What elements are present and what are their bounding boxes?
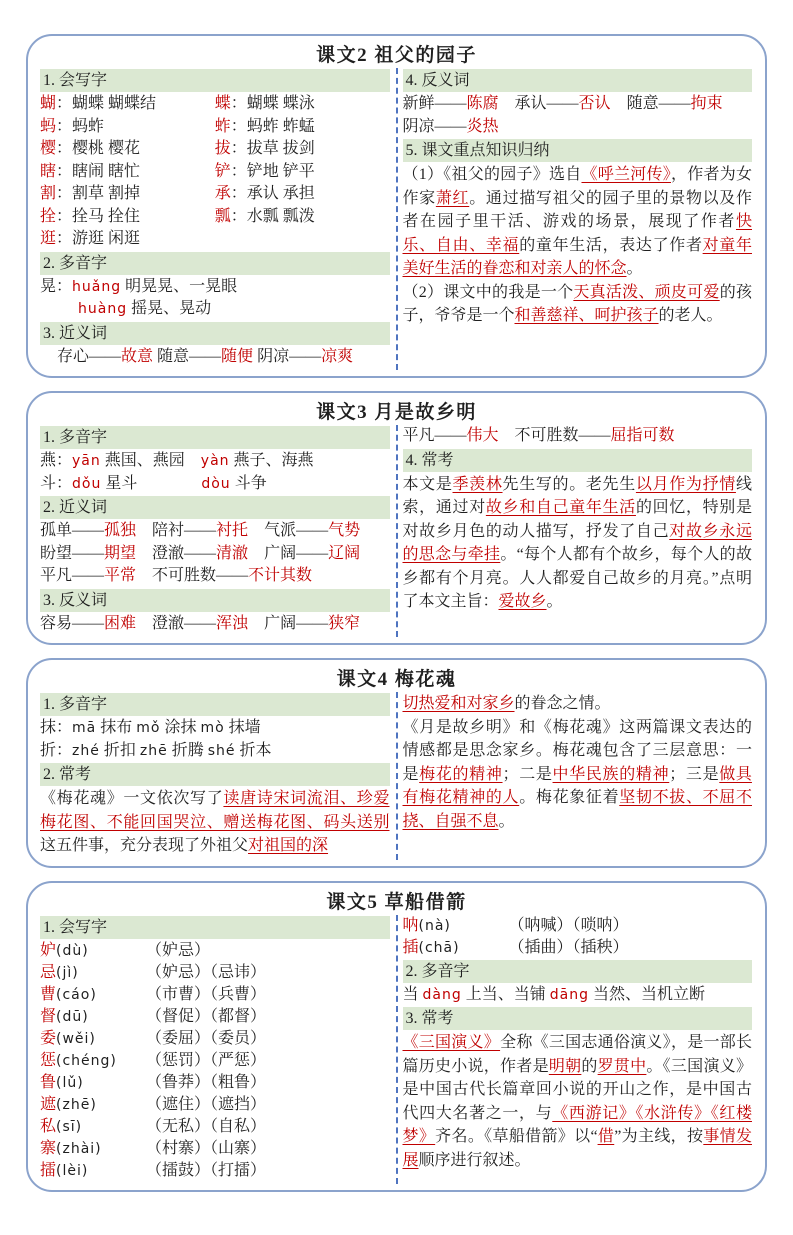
lesson-title: 课文4 梅花魂 xyxy=(336,669,457,690)
text-segment: 清澈 xyxy=(216,544,249,562)
column-divider xyxy=(396,915,398,1184)
text-segment: 燕国、燕园 xyxy=(100,452,201,469)
text-segment: (chā) xyxy=(418,939,460,956)
text-segment: 折本 xyxy=(235,741,272,759)
text-segment: 容易—— xyxy=(40,614,105,632)
subsection-header: 1. 会写字 xyxy=(40,916,390,939)
text-segment: 这五件事，充分表现了外祖父 xyxy=(40,837,249,854)
text-segment: 割 xyxy=(40,185,57,202)
text-segment: ：蝴蝶 蝴蝶结 xyxy=(56,95,157,112)
text-segment: 铲 xyxy=(214,162,231,180)
text-segment: 做具有梅花精神的人 xyxy=(402,765,752,806)
text-segment: 困难 xyxy=(104,614,137,632)
word-pair xyxy=(215,161,390,184)
text-segment: 蚱 xyxy=(214,117,231,135)
text-segment: ：游逛 闲逛 xyxy=(56,230,141,247)
text-segment: 澄澈—— xyxy=(136,614,217,632)
text-segment: 瞎 xyxy=(40,162,57,180)
word-pair xyxy=(215,206,390,229)
left-column xyxy=(36,915,395,1184)
word-row xyxy=(40,1028,390,1050)
word-pair xyxy=(40,116,215,139)
subsection-header: 3. 反义词 xyxy=(40,589,390,612)
text-segment: 瓢 xyxy=(214,207,231,225)
text-segment: 抹： xyxy=(40,719,73,736)
lesson-body xyxy=(36,425,757,637)
text-segment: 忌 xyxy=(40,963,57,981)
text-segment: 季羡林 xyxy=(452,475,503,493)
text-segment: 孤独 xyxy=(104,522,137,539)
text-segment: 的孩子，爷爷是一个 xyxy=(402,283,752,324)
column-divider xyxy=(396,68,398,370)
text-line xyxy=(40,298,390,321)
text-segment: 承 xyxy=(214,185,231,202)
text-segment: 。 xyxy=(626,260,643,277)
text-segment: (chéng) xyxy=(56,1052,117,1069)
word-head xyxy=(40,1050,146,1072)
word-examples: （插曲）（插秧） xyxy=(508,938,629,956)
text-segment: 浑浊 xyxy=(216,614,249,632)
subsection-header: 3. 常考 xyxy=(403,1007,753,1030)
right-column xyxy=(399,68,758,370)
subsection-header: 2. 常考 xyxy=(40,763,390,786)
text-segment: 当然、当机立断 xyxy=(589,985,706,1003)
word-row xyxy=(40,984,390,1006)
text-segment: 坚韧不拔、不屈不挠、自强不息 xyxy=(402,789,752,830)
subsection-header: 5. 课文重点知识归纳 xyxy=(403,139,753,162)
text-segment: 折腾 xyxy=(167,741,208,759)
text-segment: 不计其数 xyxy=(248,567,313,584)
word-examples: （鲁莽）（粗鲁） xyxy=(146,1073,267,1091)
text-segment: 凉爽 xyxy=(321,347,354,365)
text-segment: ：蚂蚱 蚱蜢 xyxy=(230,117,315,135)
paragraph xyxy=(403,1031,753,1172)
text-segment: (lǔ) xyxy=(56,1074,84,1091)
text-segment: 平凡—— xyxy=(402,427,467,444)
text-segment: yān xyxy=(72,453,101,469)
text-segment: 本文是 xyxy=(402,475,453,493)
word-pair-row xyxy=(40,183,390,206)
text-segment: ：拔草 拔剑 xyxy=(230,140,315,157)
word-row xyxy=(40,1072,390,1094)
text-segment: 存心—— xyxy=(57,347,122,365)
text-segment: ：铲地 铲平 xyxy=(230,162,315,180)
text-segment: zhē xyxy=(139,742,168,759)
text-segment: 蝴 xyxy=(40,95,57,112)
text-segment: 呐 xyxy=(402,916,419,934)
text-segment: (cáo) xyxy=(56,986,97,1003)
subsection-header: 4. 反义词 xyxy=(403,69,753,92)
word-head xyxy=(40,1072,146,1094)
word-head xyxy=(40,1094,146,1116)
text-segment: 罗贯中 xyxy=(597,1057,647,1075)
text-segment: 《西游记》《水浒传》《红楼梦》 xyxy=(402,1104,752,1145)
text-segment: mǒ xyxy=(136,720,161,736)
text-segment: 借 xyxy=(597,1128,615,1145)
text-line xyxy=(403,425,753,448)
subsection-header: 4. 常考 xyxy=(403,449,753,472)
word-pair xyxy=(215,93,390,116)
text-segment: 澄澈—— xyxy=(136,544,217,562)
word-pair xyxy=(40,161,215,184)
text-segment: 以月作为抒情 xyxy=(635,475,736,493)
text-segment: 先生写的。老先生 xyxy=(502,475,636,493)
text-segment: ：水瓢 瓢泼 xyxy=(230,207,315,225)
text-segment: 陪衬—— xyxy=(136,522,217,539)
text-segment: ：割草 割掉 xyxy=(56,185,141,202)
text-segment: dàng xyxy=(422,986,462,1003)
text-segment: ：承认 承担 xyxy=(230,185,315,202)
text-segment: 阴凉—— xyxy=(402,117,467,135)
text-segment: ：蝴蝶 蝶泳 xyxy=(230,95,315,112)
subsection-header: 3. 近义词 xyxy=(40,322,390,345)
word-head xyxy=(40,962,146,984)
text-segment: 全称《三国志通俗演义》，是一部长篇历史小说，作者是 xyxy=(402,1034,752,1075)
text-line xyxy=(40,520,390,543)
text-segment: (lèi) xyxy=(56,1162,89,1179)
text-segment: 陈腐 xyxy=(466,95,499,112)
text-segment: 随便 xyxy=(221,347,254,365)
left-column xyxy=(36,425,395,637)
text-segment: 燕子、海燕 xyxy=(229,452,314,469)
subsection-header: 2. 多音字 xyxy=(403,960,753,983)
paragraph xyxy=(403,692,753,716)
text-segment: 天真活泼、顽皮可爱 xyxy=(573,283,720,301)
paragraph xyxy=(403,163,753,281)
text-segment: 孤单—— xyxy=(40,522,105,539)
subsection-header: 1. 会写字 xyxy=(40,69,390,92)
word-row xyxy=(40,962,390,984)
text-line xyxy=(40,473,390,496)
text-segment: 樱 xyxy=(40,140,57,157)
text-segment: 阴凉—— xyxy=(253,347,322,365)
lesson-card-4 xyxy=(26,658,767,868)
word-head xyxy=(403,915,509,937)
word-examples: （妒忌）（忌讳） xyxy=(146,963,267,981)
text-segment: ；三是 xyxy=(669,765,720,783)
word-pair xyxy=(40,138,215,161)
text-segment: 蚂 xyxy=(40,117,57,135)
text-segment: 随意—— xyxy=(610,95,691,112)
text-segment: 蝶 xyxy=(214,95,231,112)
word-row xyxy=(40,1094,390,1116)
text-segment: dāng xyxy=(549,986,589,1003)
word-examples: （惩罚）（严惩） xyxy=(146,1051,267,1069)
right-column xyxy=(399,425,758,637)
text-segment: mò xyxy=(200,720,225,736)
text-line xyxy=(40,346,390,369)
text-segment: （1）《祖父的园子》选自 xyxy=(402,166,582,183)
text-segment: 督 xyxy=(40,1007,57,1025)
lesson-title: 课文5 草船借箭 xyxy=(326,891,467,913)
text-segment: shé xyxy=(207,742,236,759)
text-line xyxy=(403,93,753,116)
text-segment: ：蚂蚱 xyxy=(56,117,105,135)
word-pair-row xyxy=(40,206,390,229)
word-head xyxy=(40,1138,146,1160)
word-examples: （村寨）（山寨） xyxy=(146,1139,267,1157)
text-line xyxy=(40,740,390,763)
text-segment: 切热爱和对家乡 xyxy=(402,695,515,712)
text-segment: dòu xyxy=(201,475,231,492)
text-segment: 和善慈祥、呵护孩子 xyxy=(514,307,659,324)
text-segment: 的 xyxy=(581,1057,598,1075)
lesson-card-2 xyxy=(26,34,767,378)
text-line xyxy=(40,613,390,636)
word-pair xyxy=(215,138,390,161)
word-head xyxy=(40,1028,146,1050)
text-segment: 期望 xyxy=(104,544,137,562)
text-segment: 。“每个人都有个故乡，每个人的故乡都有个月亮。人人都爱自己故乡的月亮。”点明了本文主旨： xyxy=(402,546,752,610)
lesson-title: 课文3 月是故乡明 xyxy=(316,402,477,423)
text-segment: 私 xyxy=(40,1117,57,1135)
subsection-header: 1. 多音字 xyxy=(40,426,390,449)
word-row xyxy=(40,1160,390,1182)
text-segment: 擂 xyxy=(40,1161,57,1179)
text-segment: ：樱桃 樱花 xyxy=(56,140,141,157)
text-segment: 。梅花象征着 xyxy=(519,789,620,806)
text-segment: ：瞎闹 瞎忙 xyxy=(56,162,141,180)
text-segment: 折扣 xyxy=(99,741,140,759)
text-segment: 中华民族的精神 xyxy=(552,765,670,783)
text-segment: 平凡—— xyxy=(40,567,105,584)
text-segment: 明晃晃、一晃眼 xyxy=(121,277,238,295)
word-pair xyxy=(215,183,390,206)
text-segment: 插 xyxy=(402,938,419,956)
word-examples: （督促）（都督） xyxy=(146,1007,267,1025)
text-segment: 委 xyxy=(40,1029,57,1047)
text-segment: 萧红 xyxy=(435,189,470,207)
column-divider xyxy=(396,425,398,637)
subsection-header: 2. 近义词 xyxy=(40,496,390,519)
word-pair xyxy=(215,116,390,139)
text-line xyxy=(403,984,753,1007)
lesson-title: 课文2 祖父的园子 xyxy=(316,45,477,66)
word-examples: （委屈）（委员） xyxy=(146,1029,267,1047)
text-segment: 摇晃、晃动 xyxy=(127,300,212,317)
text-segment: yàn xyxy=(200,453,230,469)
text-segment: 屈指可数 xyxy=(610,427,675,444)
text-segment: 折： xyxy=(40,741,73,759)
text-segment: 拔 xyxy=(214,140,231,157)
text-segment: 妒 xyxy=(40,941,57,959)
text-segment: （2）课文中的我是一个 xyxy=(402,283,574,301)
text-segment: 晃： xyxy=(40,277,73,295)
text-segment: 斗： xyxy=(40,474,73,492)
text-segment: 的眷念之情。 xyxy=(514,695,611,712)
text-segment: 当 xyxy=(402,985,423,1003)
text-line xyxy=(40,276,390,299)
lesson-body xyxy=(36,915,757,1184)
text-segment: 抹布 xyxy=(96,719,137,736)
text-segment: 《梅花魂》一文依次写了 xyxy=(40,790,224,807)
text-segment: 对祖国的深 xyxy=(248,837,329,854)
word-examples: （市曹）（兵曹） xyxy=(146,985,267,1003)
lesson-body xyxy=(36,68,757,370)
paragraph xyxy=(403,716,753,834)
word-row xyxy=(40,940,390,962)
text-segment: ：拴马 拴住 xyxy=(56,207,141,225)
text-segment: 星斗 xyxy=(101,474,202,492)
left-column xyxy=(36,692,395,860)
text-segment: 。《三国演义》是中国古代长篇章回小说的开山之作，是中国古代四大名著之一，与 xyxy=(402,1057,752,1122)
text-segment: zhé xyxy=(72,742,100,759)
word-row xyxy=(403,915,753,937)
text-segment: 《呼兰河传》 xyxy=(581,166,671,183)
text-line xyxy=(403,116,753,139)
word-head xyxy=(40,1006,146,1028)
word-pair-row xyxy=(40,138,390,161)
word-examples: （妒忌） xyxy=(146,941,211,959)
text-segment: 事情发展 xyxy=(402,1128,752,1169)
text-segment: 否认 xyxy=(578,95,611,112)
text-segment: dǒu xyxy=(72,475,102,492)
text-segment: 广阔—— xyxy=(248,544,329,562)
subsection-header: 2. 多音字 xyxy=(40,252,390,275)
text-segment: 。 xyxy=(546,593,563,610)
text-segment: (wěi) xyxy=(56,1030,96,1047)
text-segment: 遮 xyxy=(40,1095,57,1113)
text-segment: ”为主线，按 xyxy=(614,1128,704,1145)
text-segment: 平常 xyxy=(104,567,137,584)
text-segment: 不可胜数—— xyxy=(498,427,611,444)
word-examples: （呐喊）（唢呐） xyxy=(508,916,629,934)
text-segment: huàng xyxy=(78,301,128,317)
text-segment: 不可胜数—— xyxy=(136,567,249,584)
text-segment: 明朝 xyxy=(548,1057,582,1075)
lesson-card-3 xyxy=(26,391,767,645)
word-head xyxy=(40,940,146,962)
right-column xyxy=(399,915,758,1184)
text-segment: ，作者为女作家 xyxy=(402,166,752,207)
text-segment: 爱故乡 xyxy=(498,593,547,610)
text-line xyxy=(40,543,390,566)
text-segment: 梅花的精神 xyxy=(419,765,503,783)
column-divider xyxy=(396,692,398,860)
text-segment: (sī) xyxy=(56,1118,83,1135)
right-column xyxy=(399,692,758,860)
text-segment: 故乡和自己童年生活 xyxy=(485,499,636,516)
text-segment: huǎng xyxy=(72,278,122,295)
text-segment: 线索，通过对 xyxy=(402,475,752,516)
word-row xyxy=(40,1116,390,1138)
text-segment: 顺序进行叙述。 xyxy=(418,1151,531,1169)
text-segment: 鲁 xyxy=(40,1073,57,1091)
paragraph xyxy=(40,787,390,858)
lesson-card-5 xyxy=(26,881,767,1192)
text-segment: 的童年生活，表达了作者 xyxy=(519,236,703,254)
text-segment: (jì) xyxy=(56,964,79,981)
text-segment: (zhē) xyxy=(56,1096,97,1113)
text-segment: 逛 xyxy=(40,230,57,247)
text-segment: (dù) xyxy=(56,942,89,959)
word-pair-row xyxy=(40,116,390,139)
text-segment: 惩 xyxy=(40,1051,57,1069)
text-segment: 新鲜—— xyxy=(402,95,467,112)
text-segment: 《三国演义》 xyxy=(402,1034,501,1051)
paragraph xyxy=(403,473,753,614)
subsection-header: 1. 多音字 xyxy=(40,693,390,716)
text-line xyxy=(40,450,390,473)
text-segment: 衬托 xyxy=(216,522,249,539)
text-segment: 上当、当铺 xyxy=(461,985,550,1003)
text-segment: 寨 xyxy=(40,1139,57,1157)
word-head xyxy=(403,937,509,959)
paragraph xyxy=(403,281,753,328)
text-segment: 广阔—— xyxy=(248,614,329,632)
word-pair xyxy=(40,206,215,229)
text-segment: 对故乡永远的思念与牵挂 xyxy=(402,522,752,563)
text-segment: 炎热 xyxy=(466,117,499,135)
text-segment: 曹 xyxy=(40,985,57,1003)
text-line xyxy=(40,228,390,251)
text-segment: 。通过描写祖父的园子里的景物以及作者在园子里干活、游戏的场景，展现了作者 xyxy=(402,189,752,230)
word-head xyxy=(40,1116,146,1138)
text-segment: (nà) xyxy=(418,917,451,934)
text-segment: 气派—— xyxy=(248,522,329,539)
text-segment: ；二是 xyxy=(502,765,553,783)
word-row xyxy=(40,1138,390,1160)
text-segment: 涂抹 xyxy=(160,719,201,736)
text-segment: 拘束 xyxy=(690,95,723,112)
word-pair-row xyxy=(40,93,390,116)
text-line xyxy=(40,717,390,740)
word-pair-row xyxy=(40,161,390,184)
text-segment: 对童年美好生活的眷恋和对亲人的怀念 xyxy=(402,236,752,277)
text-segment: 快乐、自由、幸福 xyxy=(402,213,752,254)
text-segment: mā xyxy=(72,720,97,736)
word-head xyxy=(40,984,146,1006)
text-segment: 伟大 xyxy=(466,427,499,444)
word-examples: （无私）（自私） xyxy=(146,1117,267,1135)
text-segment: 燕： xyxy=(40,452,73,469)
text-segment: 狭窄 xyxy=(328,614,361,632)
word-pair xyxy=(40,93,215,116)
text-segment: 读唐诗宋词流泪、珍爱梅花图、不能回国哭泣、赠送梅花图、码头送别 xyxy=(40,790,390,831)
text-segment: 抹墙 xyxy=(224,719,261,736)
text-segment: 故意 xyxy=(121,347,154,365)
text-segment: (zhài) xyxy=(56,1140,102,1157)
lesson-body xyxy=(36,692,757,860)
text-segment: 承认—— xyxy=(498,95,579,112)
word-row xyxy=(403,937,753,959)
word-row xyxy=(40,1050,390,1072)
text-segment: 气势 xyxy=(328,522,361,539)
text-segment: 拴 xyxy=(40,207,57,225)
text-segment: 。 xyxy=(498,812,515,830)
text-segment: 《月是故乡明》和《梅花魂》这两篇课文表达的情感都是思念家乡。梅花魂包含了三层意思：一是 xyxy=(402,718,752,783)
text-segment: (dū) xyxy=(56,1008,89,1025)
word-examples: （擂鼓）（打擂） xyxy=(146,1161,267,1179)
text-segment: 随意—— xyxy=(153,347,222,365)
text-segment: 辽阔 xyxy=(328,544,361,562)
word-pair xyxy=(40,183,215,206)
word-head xyxy=(40,1160,146,1182)
left-column xyxy=(36,68,395,370)
text-line xyxy=(40,565,390,588)
word-row xyxy=(40,1006,390,1028)
text-segment: 的老人。 xyxy=(658,307,723,324)
text-segment: 斗争 xyxy=(230,474,267,492)
text-segment: 齐名。《草船借箭》以“ xyxy=(435,1128,598,1145)
text-segment: 的回忆，特别是对故乡月色的动人描写，抒发了自己 xyxy=(402,499,752,540)
text-segment: 盼望—— xyxy=(40,544,105,562)
word-examples: （遮住）（遮挡） xyxy=(146,1095,267,1113)
